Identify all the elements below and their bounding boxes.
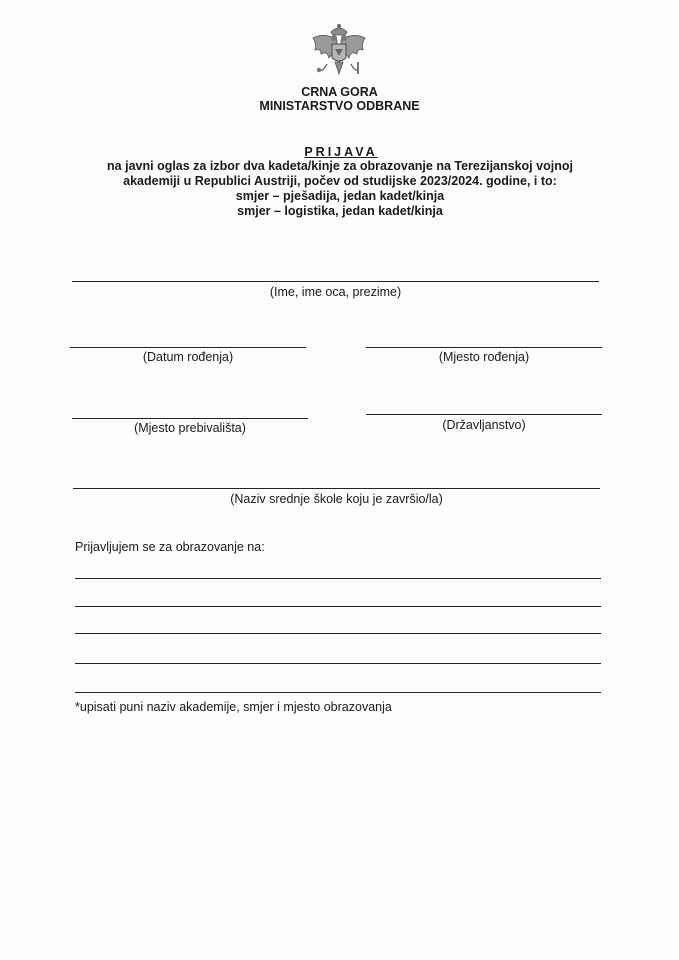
birth-date-caption: (Datum rođenja) [142,350,234,364]
apply-label: Prijavljujem se za obrazovanje na: [75,540,265,554]
birth-place-line[interactable] [366,347,602,348]
footnote: *upisati puni naziv akademije, smjer i mjesto obrazovanja [75,700,392,714]
form-subtitle [60,159,620,219]
residence-line[interactable] [72,418,308,419]
apply-line-4[interactable] [75,663,601,664]
coat-of-arms-emblem [307,22,371,84]
apply-line-3[interactable] [75,633,601,634]
form-title-text: PRIJAVA [304,145,378,159]
apply-line-2[interactable] [75,606,601,607]
citizenship-caption: (Državljanstvo) [442,418,526,432]
subtitle-line-4: smjer – logistika, jedan kadet/kinja [237,204,443,218]
birth-place-caption: (Mjesto rođenja) [438,350,530,364]
ministry-name: MINISTARSTVO ODBRANE [259,99,420,113]
country-name: CRNA GORA [301,85,378,99]
subtitle-line-2: akademiji u Republici Austriji, počev od studijske 2023/2024. godine, i to: [123,174,557,188]
subtitle-line-1: na javni oglas za izbor dva kadeta/kinje za obrazovanje na Terezijanskoj vojnoj [107,159,573,173]
subtitle-line-3: smjer – pješadija, jedan kadet/kinja [235,189,445,203]
apply-line-5[interactable] [75,692,601,693]
form-title [0,145,679,159]
full-name-line[interactable] [72,281,599,282]
apply-line-1[interactable] [75,578,601,579]
high-school-caption: (Naziv srednje škole koju je završio/la) [230,492,443,506]
citizenship-line[interactable] [366,414,602,415]
birth-date-line[interactable] [70,347,306,348]
residence-caption: (Mjesto prebivališta) [134,421,246,435]
full-name-caption: (Ime, ime oca, prezime) [269,285,402,299]
high-school-line[interactable] [73,488,600,489]
